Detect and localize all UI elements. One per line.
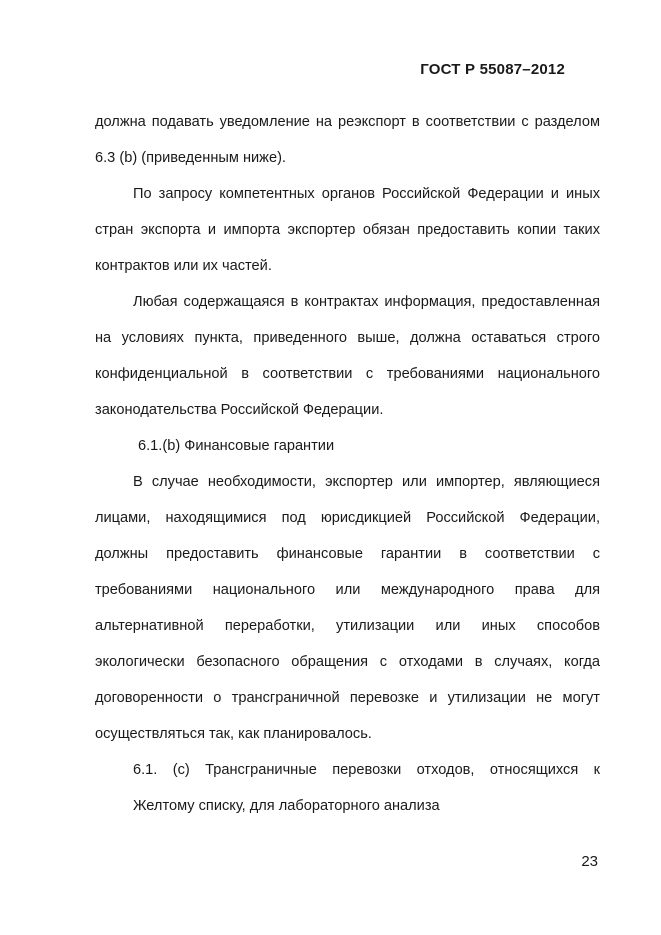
page-number: 23 (581, 853, 598, 870)
section-heading-c-line1: 6.1. (c) Трансграничные перевозки отходов, относящихся к (133, 762, 600, 778)
paragraph-confidentiality: Любая содержащаяся в контрактах информация, предоставленная на условиях пункта, приведенного выше, должна оставаться строго конфиденциальной в соответствии с требованиями национального законодательства Российской Федерации. (95, 294, 600, 418)
paragraph-contract-copies: По запросу компетентных органов Российской Федерации и иных стран экспорта и импорта экспортер обязан предоставить копии таких контрактов или их частей. (95, 186, 600, 274)
document-body (95, 104, 600, 824)
paragraph-financial-guarantees: В случае необходимости, экспортер или импортер, являющиеся лицами, находящимися под юрисдикцией Российской Федерации, должны предоставить финансовые гарантии в соответствии с требованиями национального или международного права для альтернативной переработки, утилизации или иных способов экологически безопасного обращения с отходами в случаях, когда договоренности о трансграничной перевозке и утилизации не могут осуществляться так, как планировалось. (95, 474, 600, 742)
section-heading-c-line2: Желтому списку, для лабораторного анализа (133, 798, 440, 814)
document-code-header: ГОСТ Р 55087–2012 (420, 61, 565, 78)
section-heading-financial-guarantees: 6.1.(b) Финансовые гарантии (138, 438, 335, 454)
paragraph-reexport-notice: должна подавать уведомление на реэкспорт в соответствии с разделом 6.3 (b) (приведенным ниже). (95, 114, 600, 166)
